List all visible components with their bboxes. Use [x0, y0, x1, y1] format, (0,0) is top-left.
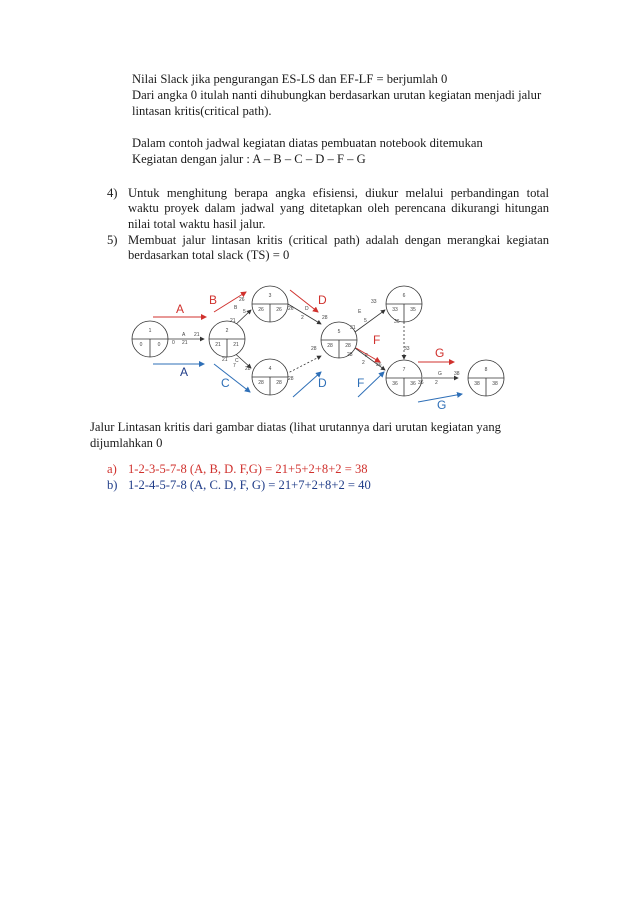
dummy-ef: 28	[311, 346, 317, 352]
path-label-top-f: F	[373, 333, 381, 347]
node-es: 21	[215, 342, 221, 348]
activity-b-name: B	[234, 305, 238, 311]
activity-b-duration: 5	[243, 309, 246, 315]
activity-f-duration: 2	[362, 360, 365, 366]
activity-g-es: 36	[418, 380, 424, 386]
node-id: 7	[402, 367, 406, 373]
activity-c-ef: 28	[245, 366, 251, 372]
activity-a-name: A	[182, 332, 186, 338]
activity-g-duration: 2	[435, 380, 438, 386]
activity-d-es: 26	[288, 306, 294, 312]
activity-a-es: 0	[172, 340, 175, 346]
path-label-bottom-d: D	[318, 376, 327, 390]
node-es: 26	[258, 307, 264, 313]
path-label-top-d: D	[318, 293, 327, 307]
result-critical-path: 1-2-3-5-7-8 (A, B, D. F,G) = 21+5+2+8+2 = 38	[128, 462, 368, 476]
activity-e-es: 31	[350, 325, 356, 331]
node-4-out: 28	[288, 376, 294, 382]
activity-d-name: D	[305, 306, 309, 312]
path-label-top-g: G	[435, 346, 445, 360]
intro-line-3: lintasan kritis(critical path).	[132, 104, 272, 118]
node-es: 36	[392, 381, 398, 387]
path-label-bottom-g: G	[437, 398, 447, 412]
activity-d-ef: 28	[322, 315, 328, 321]
node-es: 38	[474, 381, 480, 387]
node-es: 28	[327, 343, 333, 349]
node-id: 4	[268, 366, 272, 372]
path-label-bottom-f: F	[357, 376, 365, 390]
node-6-lf: 36	[394, 319, 400, 325]
activity-f-es: 28	[347, 352, 353, 358]
intro-line-1: Nilai Slack jika pengurangan ES-LS dan EF-LF = berjumlah 0	[132, 72, 448, 86]
activity-a-ef: 21	[182, 340, 188, 346]
activity-d-duration: 2	[301, 315, 304, 321]
activity-e-ef: 33	[371, 299, 377, 305]
activity-b-es: 21	[230, 318, 236, 324]
intro-line-2: Dari angka 0 itulah nanti dihubungkan berdasarkan urutan kegiatan menjadi jalur	[132, 88, 542, 102]
list-item-text: Membuat jalur lintasan kritis (critical path) adalah dengan merangkai kegiatan berdasarkan total slack (TS) = 0	[128, 233, 549, 263]
path-label-bottom-c: C	[221, 376, 230, 390]
network-diagram	[118, 282, 508, 412]
list-item-text: Untuk menghitung berapa angka efisiensi, diukur melalui perbandingan total waktu proyek dalam jadwal yang ditetapkan oleh perencana dikurangi hitungan nilai total waktu hasil jalur.	[128, 186, 549, 231]
activity-a-duration: 21	[194, 332, 200, 338]
node-es: 28	[258, 380, 264, 386]
activity-g-ef: 38	[454, 371, 460, 377]
result-label: a)	[107, 462, 117, 476]
node-ls: 0	[157, 342, 161, 348]
activity-c-name: C	[235, 358, 239, 364]
node-ls: 26	[276, 307, 282, 313]
node-id: 3	[268, 293, 272, 299]
activity-f-ef: 36	[376, 362, 382, 368]
node-id: 1	[148, 328, 152, 334]
node-es: 0	[139, 342, 143, 348]
activity-e-duration: 5	[364, 318, 367, 324]
node-ls: 38	[492, 381, 498, 387]
activity-c-duration: 7	[233, 363, 236, 369]
summary-line-1: Jalur Lintasan kritis dari gambar diatas (lihat urutannya dari urutan kegiatan yang	[90, 420, 501, 434]
node-id: 5	[337, 329, 341, 335]
node-id: 6	[402, 293, 406, 299]
intro-line-5: Kegiatan dengan jalur : A – B – C – D – F – G	[132, 152, 366, 166]
result-alternate-path: 1-2-4-5-7-8 (A, C. D, F, G) = 21+7+2+8+2 = 40	[128, 478, 371, 492]
activity-f-name: F	[365, 353, 369, 359]
node-es: 33	[392, 307, 398, 313]
activity-e-name: E	[358, 309, 362, 315]
summary-line-2: dijumlahkan 0	[90, 436, 163, 450]
activity-c-es: 21	[222, 357, 228, 363]
dummy-2-value: 33	[404, 346, 410, 352]
node-ls: 28	[276, 380, 282, 386]
list-item-number: 5)	[107, 233, 118, 247]
intro-line-4: Dalam contoh jadwal kegiatan diatas pembuatan notebook ditemukan	[132, 136, 483, 150]
path-label-bottom-a: A	[180, 365, 189, 379]
node-ls: 35	[410, 307, 416, 313]
path-label-top-a: A	[176, 302, 185, 316]
node-id: 2	[225, 328, 229, 334]
node-ls: 28	[345, 343, 351, 349]
node-id: 8	[484, 367, 488, 373]
node-ls: 21	[233, 342, 239, 348]
result-label: b)	[107, 478, 118, 492]
node-ls: 36	[410, 381, 416, 387]
path-label-top-b: B	[209, 293, 218, 307]
list-item-number: 4)	[107, 186, 118, 200]
activity-g-name: G	[438, 371, 442, 377]
activity-b-ef: 26	[239, 297, 245, 303]
